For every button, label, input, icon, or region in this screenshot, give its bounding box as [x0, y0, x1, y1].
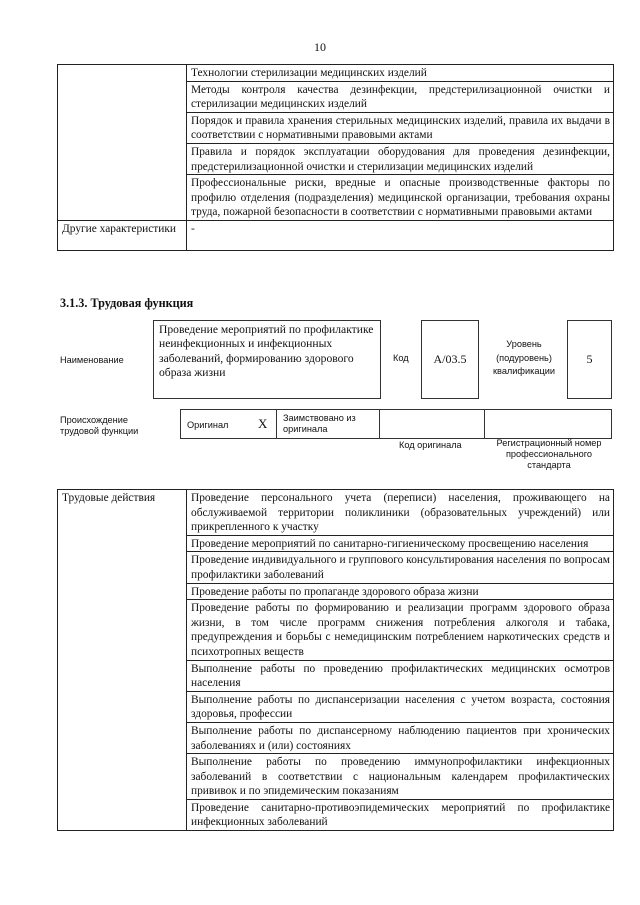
grid-divider: [379, 410, 380, 438]
knowledge-table: [57, 64, 614, 251]
original-mark: X: [258, 416, 268, 431]
table-cell: Выполнение работы по проведению профилактических медицинских осмотров населения: [187, 660, 614, 691]
function-code: А/03.5: [421, 320, 479, 399]
table-cell: Проведение работы по пропаганде здорового образа жизни: [187, 583, 614, 600]
table-cell: Выполнение работы по диспансерному наблюдению пациентов при хронических заболеваниях и (или) состояниях: [187, 722, 614, 753]
table-cell: Проведение санитарно-противоэпидемических мероприятий по профилактике инфекционных заболеваний: [187, 799, 614, 830]
original-label: Оригинал: [187, 420, 229, 430]
table-cell: Технологии стерилизации медицинских изделий: [187, 65, 614, 82]
origin-label: Происхождение трудовой функции: [60, 415, 139, 436]
table-cell: Проведение мероприятий по санитарно-гигиеническому просвещению населения: [187, 535, 614, 552]
actions-label: Трудовые действия: [58, 490, 187, 831]
other-characteristics-label: Другие характеристики: [58, 220, 187, 250]
table-cell: Профессиональные риски, вредные и опасные производственные факторы по профилю отделения (подразделения) медицинской организации, требования охраны труда, пожарной безопасности в соответствии с нормативными правовыми актами: [187, 175, 614, 221]
other-characteristics-value: -: [187, 220, 614, 250]
grid-divider: [484, 410, 485, 438]
table-cell: Выполнение работы по проведению иммунопрофилактики инфекционных заболеваний в соответствии с национальным календарем профилактических прививок и по эпидемическим показаниям: [187, 754, 614, 800]
grid-divider: [276, 410, 277, 438]
page-number: 10: [314, 40, 326, 54]
name-label: Наименование: [60, 355, 124, 365]
table-cell: Проведение индивидуального и группового консультирования населения по вопросам профилактики заболеваний: [187, 552, 614, 583]
table-cell: Методы контроля качества дезинфекции, предстерилизационной очистки и стерилизации медицинских изделий: [187, 81, 614, 112]
table-cell: Проведение работы по формированию и реализации программ здорового образа жизни, в том числе программ снижения потребления алкоголя и табака, предупреждения и борьбы с немедицинским потреблением наркотических средств и психотропных веществ: [187, 600, 614, 660]
table-row: [58, 65, 614, 82]
table-row: [58, 490, 614, 536]
function-name: Проведение мероприятий по профилактике неинфекционных и инфекционных заболеваний, формированию здорового образа жизни: [153, 320, 381, 399]
table-cell: Правила и порядок эксплуатации оборудования для проведения дезинфекции, предстерилизационной очистки и стерилизации медицинских изделий: [187, 143, 614, 174]
actions-table: [57, 489, 614, 831]
table-row: [58, 220, 614, 250]
level-label: Уровень (подуровень) квалификации: [493, 339, 555, 376]
code-original-label: Код оригинала: [399, 440, 462, 450]
table-cell: Выполнение работы по диспансеризации населения с учетом возраста, состояния здоровья, профессии: [187, 691, 614, 722]
table-cell: Порядок и правила хранения стерильных медицинских изделий, правила их выдачи в соответствии с нормативными правовыми актами: [187, 112, 614, 143]
section-title: 3.1.3. Трудовая функция: [60, 296, 194, 310]
reg-number-label: Регистрационный номер профессионального стандарта: [496, 438, 602, 470]
table-cell-empty: [58, 65, 187, 221]
function-level: 5: [567, 320, 612, 399]
origin-grid: [180, 409, 612, 439]
borrowed-label: Заимствовано из оригинала: [283, 413, 356, 434]
code-label: Код: [393, 353, 409, 363]
table-cell: Проведение персонального учета (переписи) населения, проживающего на обслуживаемой территории поликлиники (образовательных учреждений) или прикрепленного к участку: [187, 490, 614, 536]
